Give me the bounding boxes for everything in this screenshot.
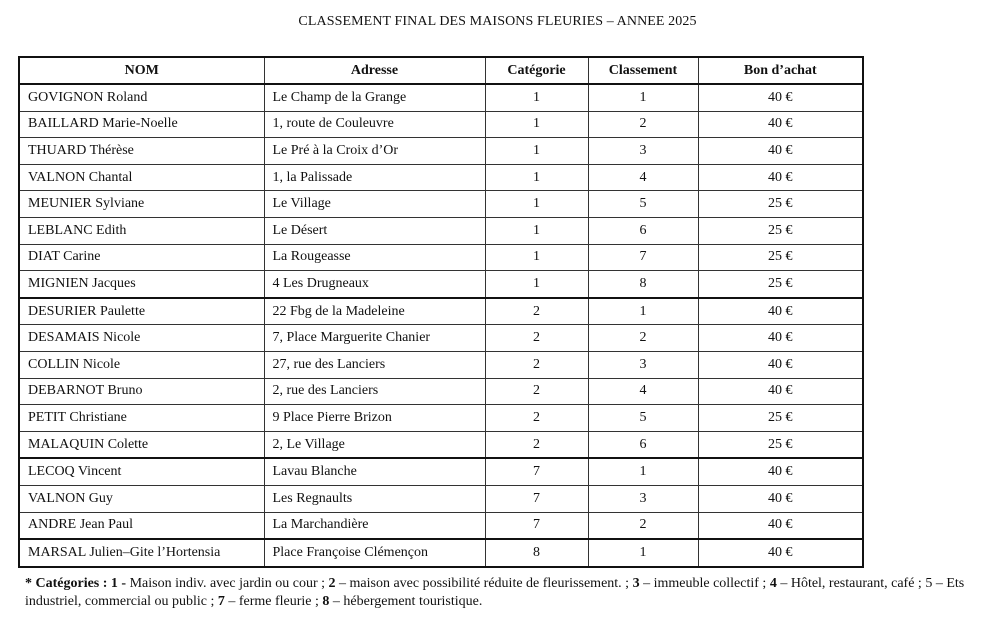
table-row xyxy=(19,512,863,539)
table-header-row xyxy=(19,57,863,84)
table-row xyxy=(19,378,863,405)
cell-nom: GOVIGNON Roland xyxy=(19,84,264,111)
cell-nom: DIAT Carine xyxy=(19,244,264,271)
cell-categorie: 1 xyxy=(485,164,588,191)
header-classement: Classement xyxy=(588,57,698,84)
cell-adresse: Place Françoise Clémençon xyxy=(264,539,485,567)
cell-classement: 3 xyxy=(588,485,698,512)
cell-categorie: 2 xyxy=(485,351,588,378)
cell-bon-achat: 40 € xyxy=(698,351,863,378)
footnote-item: 7 – ferme fleurie ; xyxy=(217,594,319,609)
cell-classement: 2 xyxy=(588,111,698,138)
cell-bon-achat: 25 € xyxy=(698,271,863,298)
cell-nom: MALAQUIN Colette xyxy=(19,431,264,458)
cell-adresse: 9 Place Pierre Brizon xyxy=(264,405,485,432)
table-row xyxy=(19,405,863,432)
cell-classement: 2 xyxy=(588,325,698,352)
cell-categorie: 7 xyxy=(485,485,588,512)
cell-categorie: 1 xyxy=(485,244,588,271)
cell-nom: VALNON Guy xyxy=(19,485,264,512)
cell-categorie: 1 xyxy=(485,271,588,298)
cell-adresse: Le Désert xyxy=(264,217,485,244)
cell-nom: PETIT Christiane xyxy=(19,405,264,432)
cell-categorie: 1 xyxy=(485,217,588,244)
cell-adresse: Le Pré à la Croix d’Or xyxy=(264,138,485,165)
table-row xyxy=(19,458,863,485)
table-row xyxy=(19,539,863,567)
cell-nom: THUARD Thérèse xyxy=(19,138,264,165)
table-row xyxy=(19,351,863,378)
cell-nom: ANDRE Jean Paul xyxy=(19,512,264,539)
cell-categorie: 2 xyxy=(485,431,588,458)
ranking-table xyxy=(18,56,864,568)
cell-adresse: Le Champ de la Grange xyxy=(264,84,485,111)
header-bon-achat: Bon d’achat xyxy=(698,57,863,84)
table-row xyxy=(19,191,863,218)
table-row xyxy=(19,244,863,271)
cell-bon-achat: 40 € xyxy=(698,485,863,512)
cell-adresse: Les Regnaults xyxy=(264,485,485,512)
cell-classement: 5 xyxy=(588,191,698,218)
cell-categorie: 7 xyxy=(485,512,588,539)
cell-classement: 3 xyxy=(588,351,698,378)
cell-adresse: 7, Place Marguerite Chanier xyxy=(264,325,485,352)
header-categorie: Catégorie xyxy=(485,57,588,84)
cell-nom: VALNON Chantal xyxy=(19,164,264,191)
table-row xyxy=(19,111,863,138)
cell-nom: MIGNIEN Jacques xyxy=(19,271,264,298)
footnote-item: 4 – Hôtel, restaurant, café ; xyxy=(769,576,922,591)
cell-classement: 2 xyxy=(588,512,698,539)
cell-bon-achat: 40 € xyxy=(698,539,863,567)
cell-adresse: 1, la Palissade xyxy=(264,164,485,191)
cell-categorie: 1 xyxy=(485,138,588,165)
cell-classement: 4 xyxy=(588,164,698,191)
table-row xyxy=(19,217,863,244)
cell-adresse: 2, Le Village xyxy=(264,431,485,458)
footnote-item: 1 - Maison indiv. avec jardin ou cour ; xyxy=(110,576,326,591)
cell-categorie: 2 xyxy=(485,378,588,405)
footnote-label: * Catégories : xyxy=(25,576,108,591)
cell-classement: 7 xyxy=(588,244,698,271)
cell-bon-achat: 25 € xyxy=(698,405,863,432)
table-row xyxy=(19,485,863,512)
table-row xyxy=(19,164,863,191)
page-title: CLASSEMENT FINAL DES MAISONS FLEURIES – ANNEE 2025 xyxy=(298,14,697,29)
table-row xyxy=(19,138,863,165)
cell-adresse: 4 Les Drugneaux xyxy=(264,271,485,298)
cell-adresse: 27, rue des Lanciers xyxy=(264,351,485,378)
cell-bon-achat: 40 € xyxy=(698,298,863,325)
cell-bon-achat: 25 € xyxy=(698,244,863,271)
cell-classement: 1 xyxy=(588,298,698,325)
cell-categorie: 1 xyxy=(485,84,588,111)
cell-bon-achat: 40 € xyxy=(698,164,863,191)
cell-classement: 1 xyxy=(588,458,698,485)
cell-bon-achat: 40 € xyxy=(698,512,863,539)
cell-adresse: 22 Fbg de la Madeleine xyxy=(264,298,485,325)
cell-categorie: 8 xyxy=(485,539,588,567)
table-row xyxy=(19,271,863,298)
footnote-item: 5 – Ets industriel, commercial ou public ; xyxy=(25,576,965,609)
footnote-item: 8 – hébergement touristique. xyxy=(322,594,483,609)
cell-classement: 8 xyxy=(588,271,698,298)
cell-classement: 6 xyxy=(588,217,698,244)
cell-nom: MEUNIER Sylviane xyxy=(19,191,264,218)
cell-bon-achat: 40 € xyxy=(698,378,863,405)
header-nom: NOM xyxy=(19,57,264,84)
cell-adresse: Lavau Blanche xyxy=(264,458,485,485)
cell-bon-achat: 40 € xyxy=(698,84,863,111)
cell-categorie: 1 xyxy=(485,111,588,138)
cell-nom: LEBLANC Edith xyxy=(19,217,264,244)
table-row xyxy=(19,325,863,352)
footnote-item: 3 – immeuble collectif ; xyxy=(632,576,767,591)
cell-nom: COLLIN Nicole xyxy=(19,351,264,378)
cell-bon-achat: 40 € xyxy=(698,325,863,352)
cell-categorie: 1 xyxy=(485,191,588,218)
cell-classement: 5 xyxy=(588,405,698,432)
table-row xyxy=(19,431,863,458)
cell-categorie: 2 xyxy=(485,298,588,325)
cell-bon-achat: 40 € xyxy=(698,138,863,165)
cell-bon-achat: 40 € xyxy=(698,458,863,485)
cell-nom: DESURIER Paulette xyxy=(19,298,264,325)
cell-nom: DESAMAIS Nicole xyxy=(19,325,264,352)
cell-adresse: 1, route de Couleuvre xyxy=(264,111,485,138)
cell-adresse: Le Village xyxy=(264,191,485,218)
cell-adresse: La Rougeasse xyxy=(264,244,485,271)
cell-bon-achat: 25 € xyxy=(698,431,863,458)
cell-nom: DEBARNOT Bruno xyxy=(19,378,264,405)
header-adresse: Adresse xyxy=(264,57,485,84)
table-row xyxy=(19,298,863,325)
cell-classement: 1 xyxy=(588,84,698,111)
cell-bon-achat: 25 € xyxy=(698,191,863,218)
cell-classement: 4 xyxy=(588,378,698,405)
cell-nom: LECOQ Vincent xyxy=(19,458,264,485)
cell-classement: 1 xyxy=(588,539,698,567)
cell-adresse: La Marchandière xyxy=(264,512,485,539)
table-row xyxy=(19,84,863,111)
categories-footnote xyxy=(25,575,985,611)
cell-bon-achat: 40 € xyxy=(698,111,863,138)
cell-categorie: 2 xyxy=(485,325,588,352)
cell-classement: 3 xyxy=(588,138,698,165)
footnote-item: 2 – maison avec possibilité réduite de fleurissement. ; xyxy=(328,576,630,591)
cell-nom: MARSAL Julien–Gite l’Hortensia xyxy=(19,539,264,567)
cell-classement: 6 xyxy=(588,431,698,458)
cell-categorie: 7 xyxy=(485,458,588,485)
cell-bon-achat: 25 € xyxy=(698,217,863,244)
cell-nom: BAILLARD Marie-Noelle xyxy=(19,111,264,138)
cell-categorie: 2 xyxy=(485,405,588,432)
cell-adresse: 2, rue des Lanciers xyxy=(264,378,485,405)
